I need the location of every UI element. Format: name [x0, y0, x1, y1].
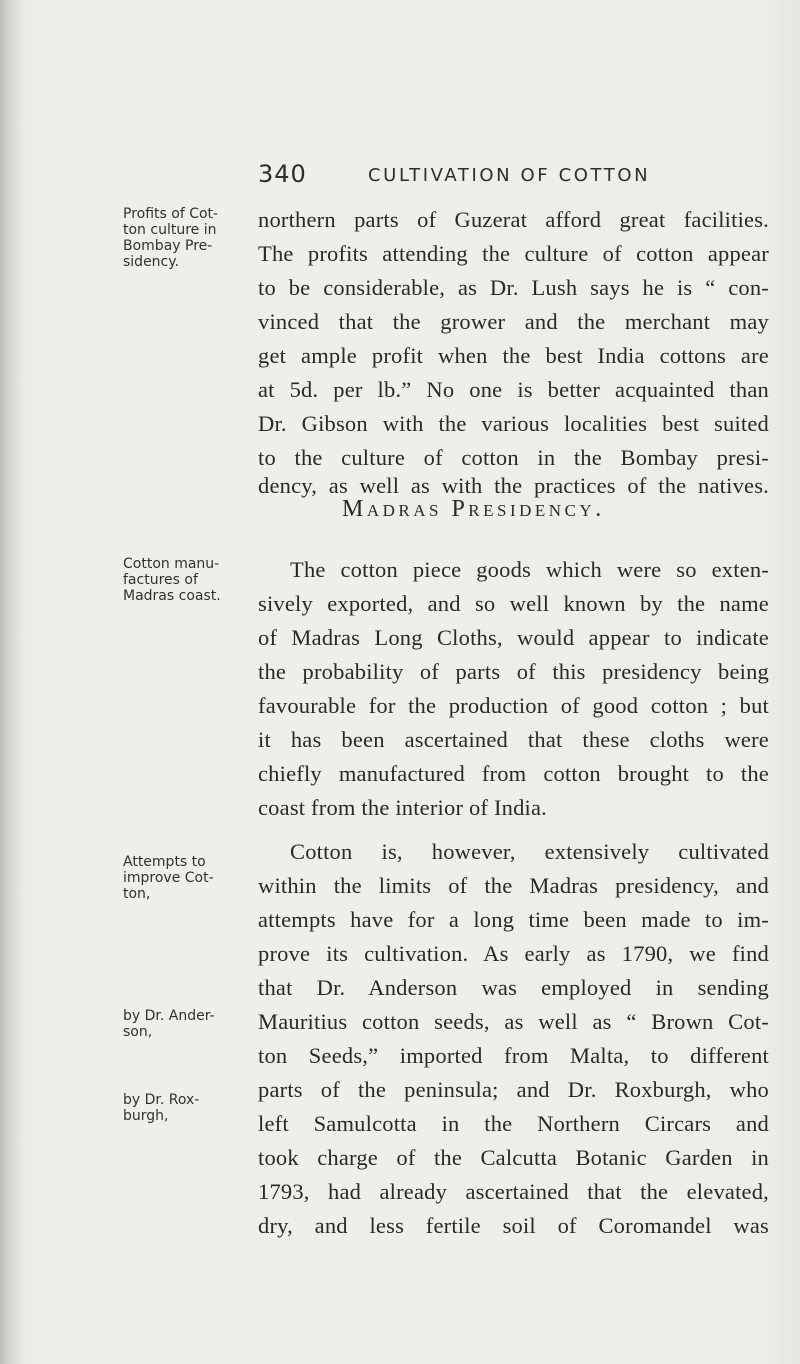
margin-note-line: Profits of Cot-	[123, 206, 219, 222]
page-gutter-shadow	[0, 0, 22, 1364]
text-line: to the culture of cotton in the Bombay presi-	[258, 445, 769, 470]
text-line: dry, and less fertile soil of Coromandel was	[258, 1213, 769, 1238]
text-line: that Dr. Anderson was employed in sending	[258, 975, 769, 1000]
text-line: dency, as well as with the practices of the natives.	[258, 473, 769, 498]
margin-note-line: improve Cot-	[123, 870, 214, 886]
text-line: 1793, had already ascertained that the elevated,	[258, 1179, 769, 1204]
margin-note-profits	[123, 206, 258, 270]
margin-note-line: sidency.	[123, 254, 179, 270]
text-line: Mauritius cotton seeds, as well as “ Brown Cot-	[258, 1009, 769, 1034]
margin-note-line: by Dr. Rox-	[123, 1092, 200, 1108]
margin-note-line: son,	[123, 1024, 153, 1040]
text-line: ton Seeds,” imported from Malta, to different	[258, 1043, 769, 1068]
text-line: of Madras Long Cloths, would appear to indicate	[258, 625, 769, 650]
margin-note-line: ton culture in	[123, 222, 217, 238]
text-line: favourable for the production of good cotton ; but	[258, 693, 769, 718]
text-line: the probability of parts of this presidency being	[258, 659, 769, 684]
text-line: left Samulcotta in the Northern Circars and	[258, 1111, 769, 1136]
margin-note-attempts	[123, 854, 258, 902]
text-line: vinced that the grower and the merchant may	[258, 309, 769, 334]
text-line: attempts have for a long time been made to im-	[258, 907, 769, 932]
text-line: at 5d. per lb.” No one is better acquainted than	[258, 377, 769, 402]
text-line: Cotton is, however, extensively cultivated	[290, 839, 769, 864]
margin-note-roxburgh	[123, 1092, 258, 1124]
text-line: coast from the interior of India.	[258, 795, 548, 820]
section-heading: Madras Presidency.	[342, 496, 605, 522]
text-line: it has been ascertained that these cloths were	[258, 727, 769, 752]
text-line: parts of the peninsula; and Dr. Roxburgh, who	[258, 1077, 769, 1102]
margin-note-line: ton,	[123, 886, 151, 902]
text-line: northern parts of Guzerat afford great facilities.	[258, 207, 769, 232]
text-line: chiefly manufactured from cotton brought to the	[258, 761, 769, 786]
margin-note-line: Cotton manu-	[123, 556, 220, 572]
text-line: prove its cultivation. As early as 1790, we find	[258, 941, 769, 966]
margin-note-line: Madras coast.	[123, 588, 221, 604]
text-line: within the limits of the Madras presidency, and	[258, 873, 769, 898]
text-line: to be considerable, as Dr. Lush says he is “ con-	[258, 275, 769, 300]
page-number: 340	[258, 160, 307, 188]
margin-note-line: burgh,	[123, 1108, 169, 1124]
text-line: The profits attending the culture of cotton appear	[258, 241, 769, 266]
text-line: sively exported, and so well known by the name	[258, 591, 769, 616]
margin-note-line: Bombay Pre-	[123, 238, 213, 254]
running-head: CULTIVATION OF COTTON	[368, 165, 651, 186]
margin-note-anderson	[123, 1008, 258, 1040]
margin-note-line: factures of	[123, 572, 198, 588]
text-line: took charge of the Calcutta Botanic Garden in	[258, 1145, 769, 1170]
text-line: get ample profit when the best India cottons are	[258, 343, 769, 368]
text-line: The cotton piece goods which were so exten-	[290, 557, 769, 582]
text-line: Dr. Gibson with the various localities best suited	[258, 411, 769, 436]
page-header	[258, 160, 798, 200]
margin-note-line: by Dr. Ander-	[123, 1008, 215, 1024]
margin-note-cotton-manufactures	[123, 556, 258, 604]
margin-note-line: Attempts to	[123, 854, 206, 870]
